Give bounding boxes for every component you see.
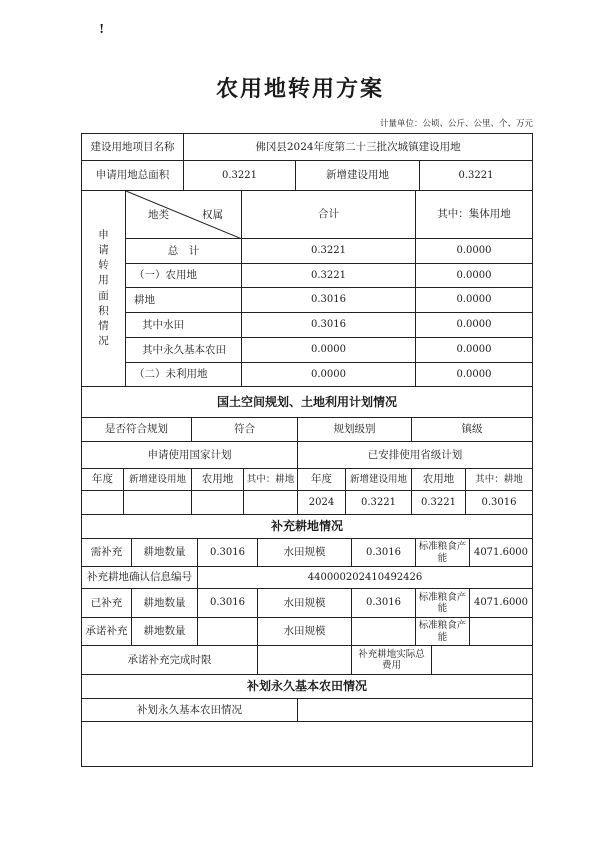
- total-area-label: 申请用地总面积: [82, 161, 184, 191]
- need-qty-value: 0.3016: [198, 539, 258, 567]
- plan-new-construction-value: 0.3221: [346, 491, 412, 515]
- row-label-grand-total: 总 计: [126, 239, 242, 264]
- national-plan-header: 申请使用国家计划: [82, 442, 298, 469]
- done-paddy-label: 水田规模: [258, 589, 352, 618]
- plan-value-cell: [82, 491, 124, 515]
- confirm-number-value: 440000202410492426: [198, 567, 532, 589]
- need-paddy-label: 水田规模: [258, 539, 352, 567]
- need-grain-value: 4071.6000: [470, 539, 532, 567]
- row-label-permanent-farmland: 其中永久基本农田: [126, 338, 242, 363]
- type-owner-header: [126, 191, 242, 239]
- col-collective-header: 其中：集体用地: [416, 191, 532, 239]
- done-supplement-label: 已补充: [82, 589, 132, 618]
- project-name-label: 建设用地项目名称: [82, 134, 184, 161]
- col-year: 年度: [82, 469, 124, 491]
- plan-level-value: 镇级: [412, 418, 532, 442]
- conversion-form-table: [81, 133, 533, 767]
- plan-farmland-value: 0.3221: [412, 491, 466, 515]
- col-total-header: 合计: [242, 191, 416, 239]
- need-qty-label: 耕地数量: [132, 539, 198, 567]
- row-collective-value: 0.0000: [416, 338, 532, 363]
- done-paddy-value: 0.3016: [352, 589, 416, 618]
- col-year: 年度: [298, 469, 346, 491]
- farmland-blank-area: [82, 722, 532, 766]
- header-type-text: 地类: [148, 209, 169, 221]
- row-label-farmland: （一）农用地: [126, 264, 242, 288]
- new-construction-label: 新增建设用地: [296, 161, 420, 191]
- total-area-value: 0.3221: [184, 161, 296, 191]
- cost-label: 补充耕地实际总费用: [352, 646, 432, 675]
- col-new-construction: 新增建设用地: [346, 469, 412, 491]
- unit-note: 计量单位：公顷、公斤、公里、个、万元: [379, 119, 533, 129]
- provincial-plan-header: 已安排使用省级计划: [298, 442, 532, 469]
- plan-value-cell: [124, 491, 192, 515]
- plan-conform-value: 符合: [192, 418, 298, 442]
- done-grain-label: 标准粮食产能: [416, 589, 470, 618]
- row-total-value: 0.3016: [242, 288, 416, 313]
- done-qty-value: 0.3016: [198, 589, 258, 618]
- promise-supplement-label: 承诺补充: [82, 618, 132, 646]
- page-title: 农用地转用方案: [215, 76, 384, 102]
- page-mark: !: [99, 22, 105, 36]
- new-construction-value: 0.3221: [420, 161, 532, 191]
- row-total-value: 0.3221: [242, 239, 416, 264]
- row-label-unused-land: （二）未利用地: [126, 363, 242, 387]
- plan-year-value: 2024: [298, 491, 346, 515]
- promise-paddy-value: [352, 618, 416, 646]
- confirm-number-label: 补充耕地确认信息编号: [82, 567, 198, 589]
- col-cultivated: 其中：耕地: [244, 469, 298, 491]
- supplement-section-title: 补充耕地情况: [82, 515, 532, 539]
- done-qty-label: 耕地数量: [132, 589, 198, 618]
- row-label-cultivated: 耕地: [126, 288, 242, 313]
- row-total-value: 0.3016: [242, 313, 416, 338]
- col-cultivated: 其中：耕地: [466, 469, 532, 491]
- promise-paddy-label: 水田规模: [258, 618, 352, 646]
- farmland-value: [298, 699, 532, 722]
- need-paddy-value: 0.3016: [352, 539, 416, 567]
- row-total-value: 0.3221: [242, 264, 416, 288]
- deadline-label: 承诺补充完成时限: [82, 646, 258, 675]
- row-label-paddy: 其中水田: [126, 313, 242, 338]
- row-collective-value: 0.0000: [416, 239, 532, 264]
- col-new-construction: 新增建设用地: [124, 469, 192, 491]
- plan-conform-label: 是否符合规划: [82, 418, 192, 442]
- planning-section-title: 国土空间规划、土地利用计划情况: [82, 387, 532, 418]
- header-diagonal-line: [126, 191, 242, 239]
- plan-value-cell: [192, 491, 244, 515]
- need-grain-label: 标准粮食产能: [416, 539, 470, 567]
- row-total-value: 0.0000: [242, 363, 416, 387]
- farmland-section-title: 补划永久基本农田情况: [82, 675, 532, 699]
- promise-qty-value: [198, 618, 258, 646]
- done-grain-value: 4071.6000: [470, 589, 532, 618]
- farmland-label: 补划永久基本农田情况: [82, 699, 298, 722]
- need-supplement-label: 需补充: [82, 539, 132, 567]
- header-owner-text: 权属: [202, 209, 223, 221]
- col-farmland: 农用地: [412, 469, 466, 491]
- row-collective-value: 0.0000: [416, 363, 532, 387]
- deadline-value: [258, 646, 352, 675]
- project-name-value: 佛冈县2024年度第二十三批次城镇建设用地: [184, 134, 532, 161]
- promise-qty-label: 耕地数量: [132, 618, 198, 646]
- row-collective-value: 0.0000: [416, 313, 532, 338]
- row-collective-value: 0.0000: [416, 288, 532, 313]
- plan-value-cell: [244, 491, 298, 515]
- row-collective-value: 0.0000: [416, 264, 532, 288]
- row-total-value: 0.0000: [242, 338, 416, 363]
- plan-cultivated-value: 0.3016: [466, 491, 532, 515]
- promise-grain-value: [470, 618, 532, 646]
- promise-grain-label: 标准粮食产能: [416, 618, 470, 646]
- plan-level-label: 规划级别: [298, 418, 412, 442]
- area-section-side-label: 申请转用面积情况: [82, 191, 126, 387]
- col-farmland: 农用地: [192, 469, 244, 491]
- cost-value: [432, 646, 532, 675]
